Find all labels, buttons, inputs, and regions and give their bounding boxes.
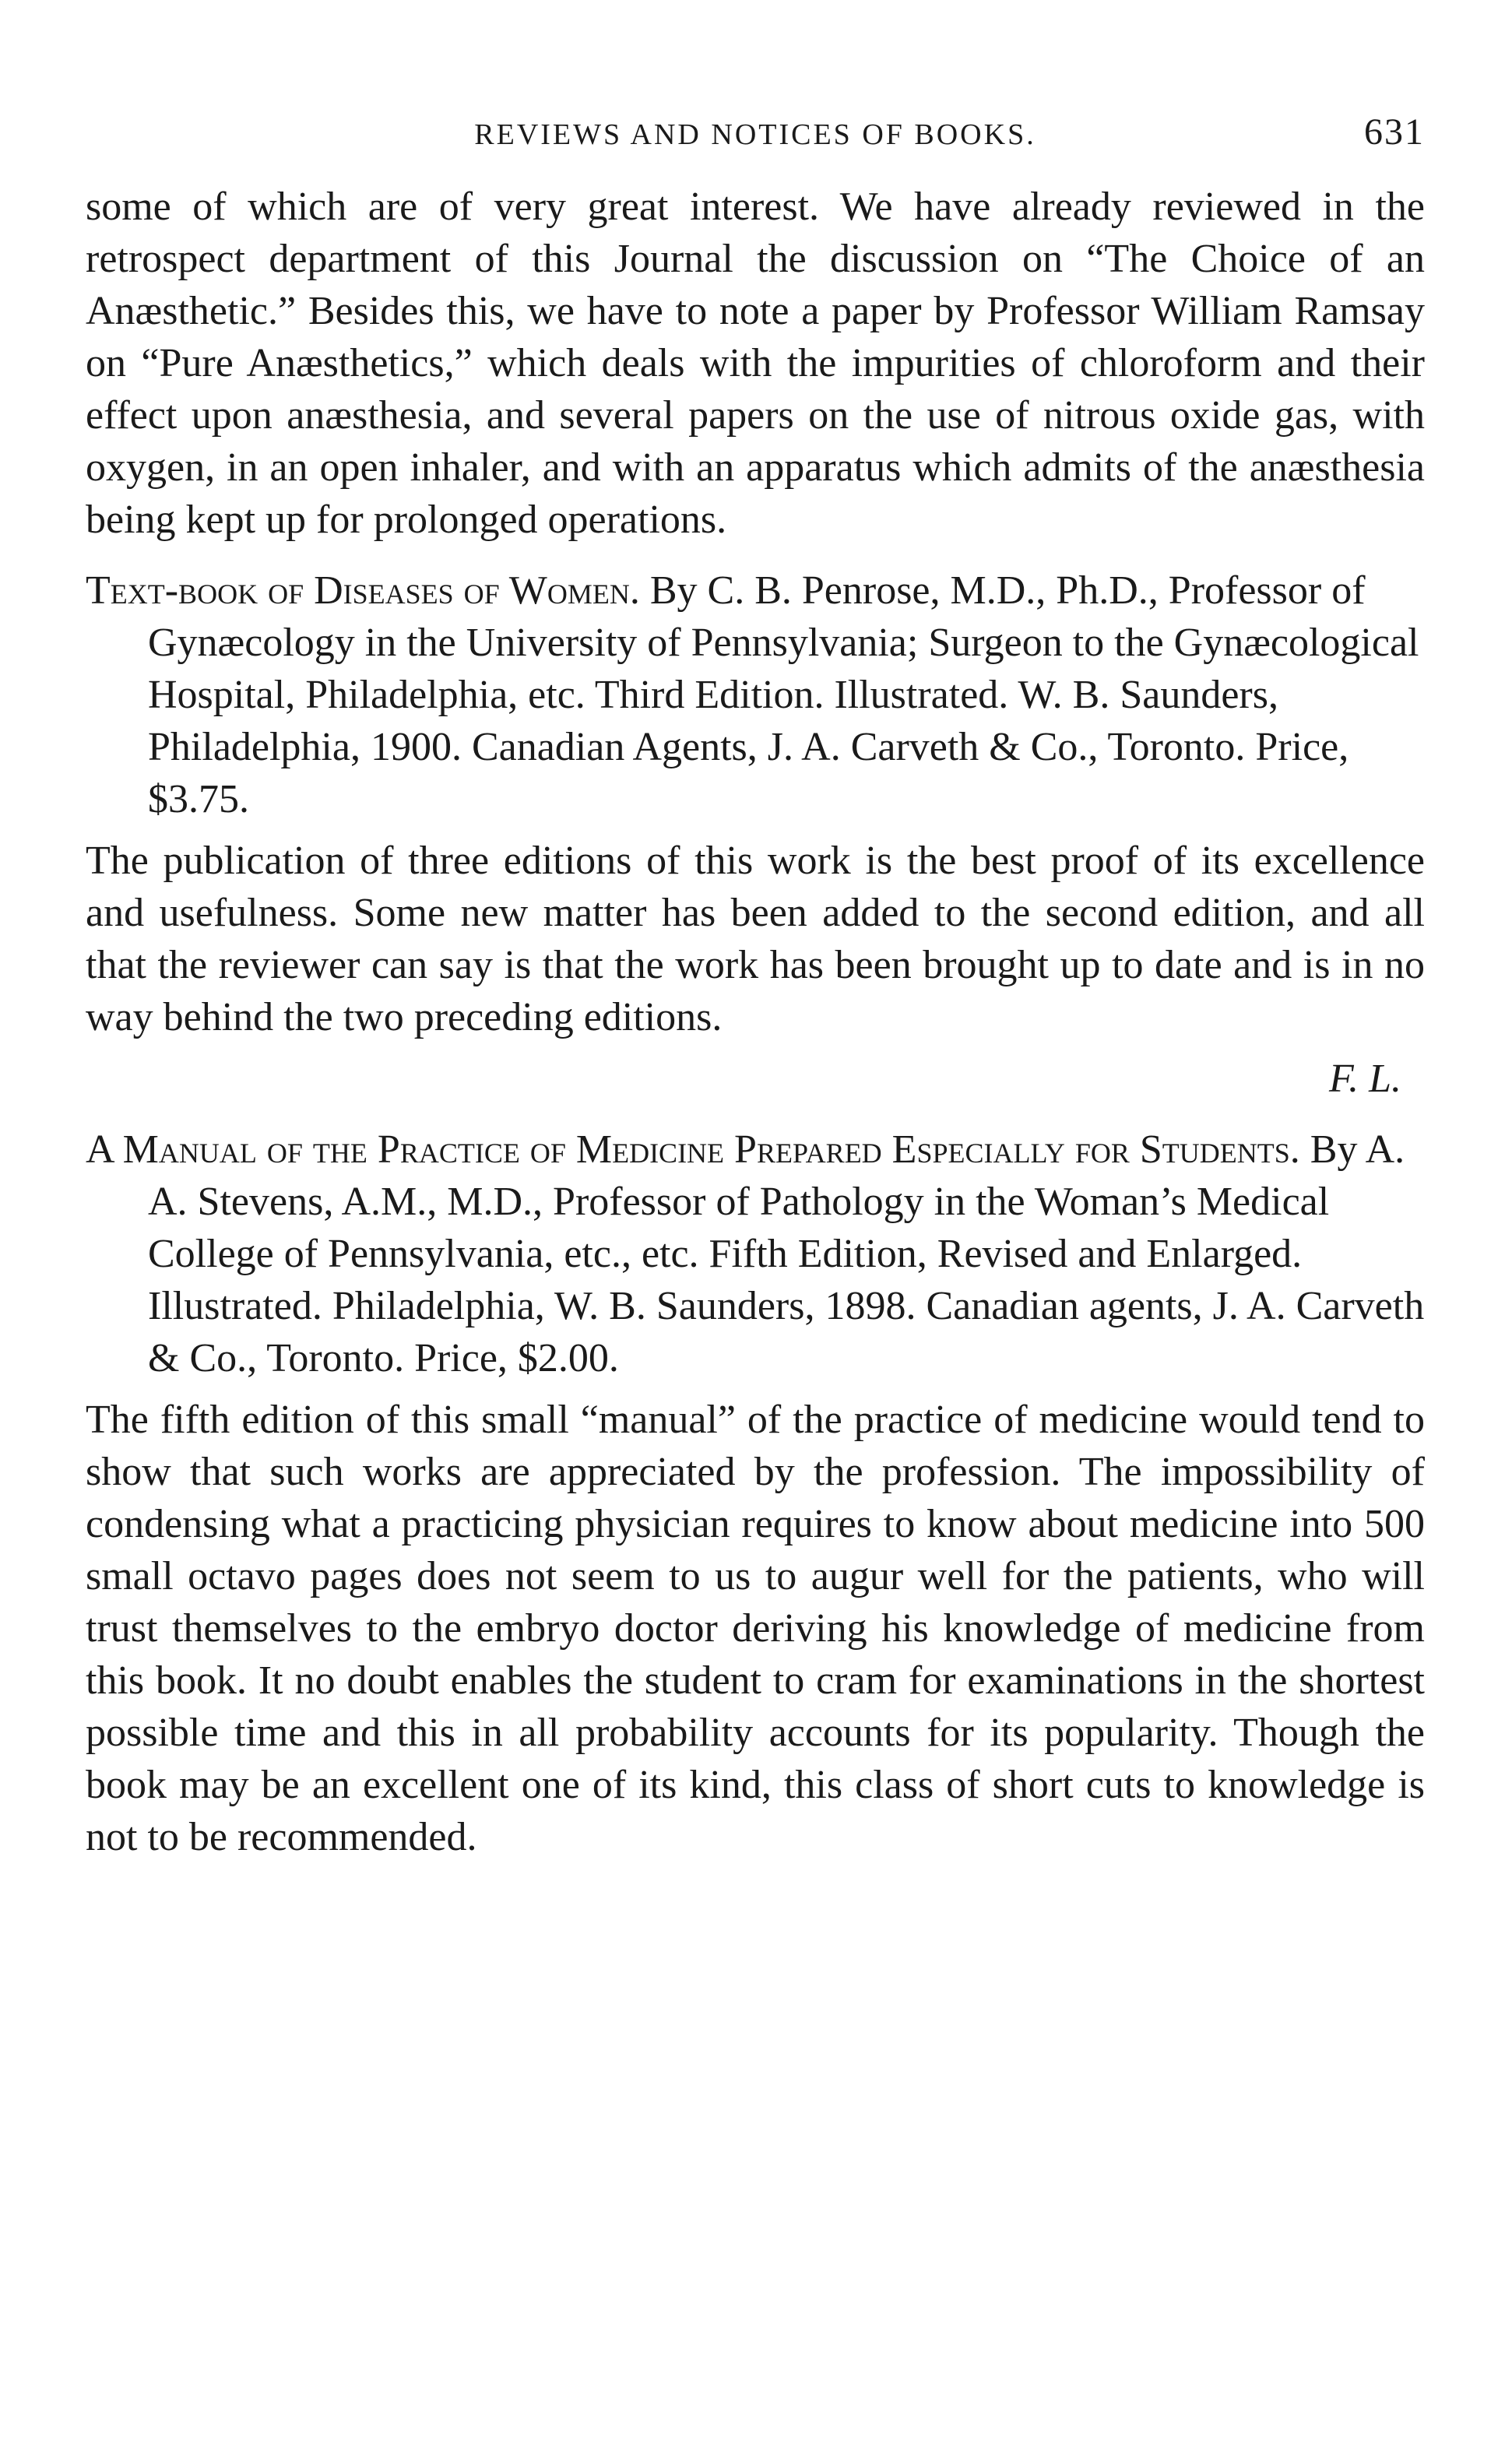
review-penrose (86, 564, 1425, 1105)
review-stevens (86, 1124, 1425, 1863)
review-body: The publication of three editions of this work is the best proof of its excellence and usefulness. Some new matter has been added to the second edition, and all that the reviewer can say is that the work has been brought up to date and is in no way behind the two preceding editions. (86, 839, 1425, 1039)
running-header (86, 109, 1425, 164)
book-heading (86, 564, 1425, 825)
reviewer-signature: F. L. (1329, 1057, 1401, 1101)
book-details: By C. B. Penrose, M.D., Ph.D., Professor of Gynæcology in the University of Pennsylvania; Surgeon to the Gynæcological Hospital, Philadelphia, etc. Third Edition. Illustrated. W. B. Saunders, Philadelphia, 1900. Canadian Agents, J. A. Carveth & Co., Toronto. Price, $3.75. (148, 568, 1419, 821)
book-title: A Manual of the Practice of Medicine Prepared Especially for Students. (86, 1127, 1300, 1172)
page (86, 109, 1425, 1863)
running-title: REVIEWS AND NOTICES OF BOOKS. (474, 118, 1036, 151)
book-heading (86, 1124, 1425, 1384)
book-title: Text-book of Diseases of Women. (86, 568, 640, 613)
page-number: 631 (1364, 111, 1425, 153)
intro-paragraph: some of which are of very great interest. We have already reviewed in the retrospect department of this Journal the discussion on “The Choice of an Anæsthetic.” Besides this, we have to note a paper by Professor William Ramsay on “Pure Anæsthetics,” which deals with the impurities of chloroform and their effect upon anæsthesia, and several papers on the use of nitrous oxide gas, with oxygen, in an open inhaler, and with an apparatus which admits of the anæsthesia being kept up for prolonged operations. (86, 185, 1425, 542)
book-details: By A. A. Stevens, A.M., M.D., Professor of Pathology in the Woman’s Medical College of Pennsylvania, etc., etc. Fifth Edition, Revised and Enlarged. Illustrated. Philadelphia, W. B. Saunders, 1898. Canadian agents, J. A. Carveth & Co., Toronto. Price, $2.00. (148, 1127, 1425, 1380)
review-body: The fifth edition of this small “manual” of the practice of medicine would tend to show that such works are appreciated by the profession. The impossibility of condensing what a practicing physician requires to know about medicine into 500 small octavo pages does not seem to us to augur well for the patients, who will trust themselves to the embryo doctor deriving his knowledge of medicine from this book. It no doubt enables the student to cram for examinations in the shortest possible time and this in all probability accounts for its popularity. Though the book may be an excellent one of its kind, this class of short cuts to knowledge is not to be recommended. (86, 1398, 1425, 1859)
